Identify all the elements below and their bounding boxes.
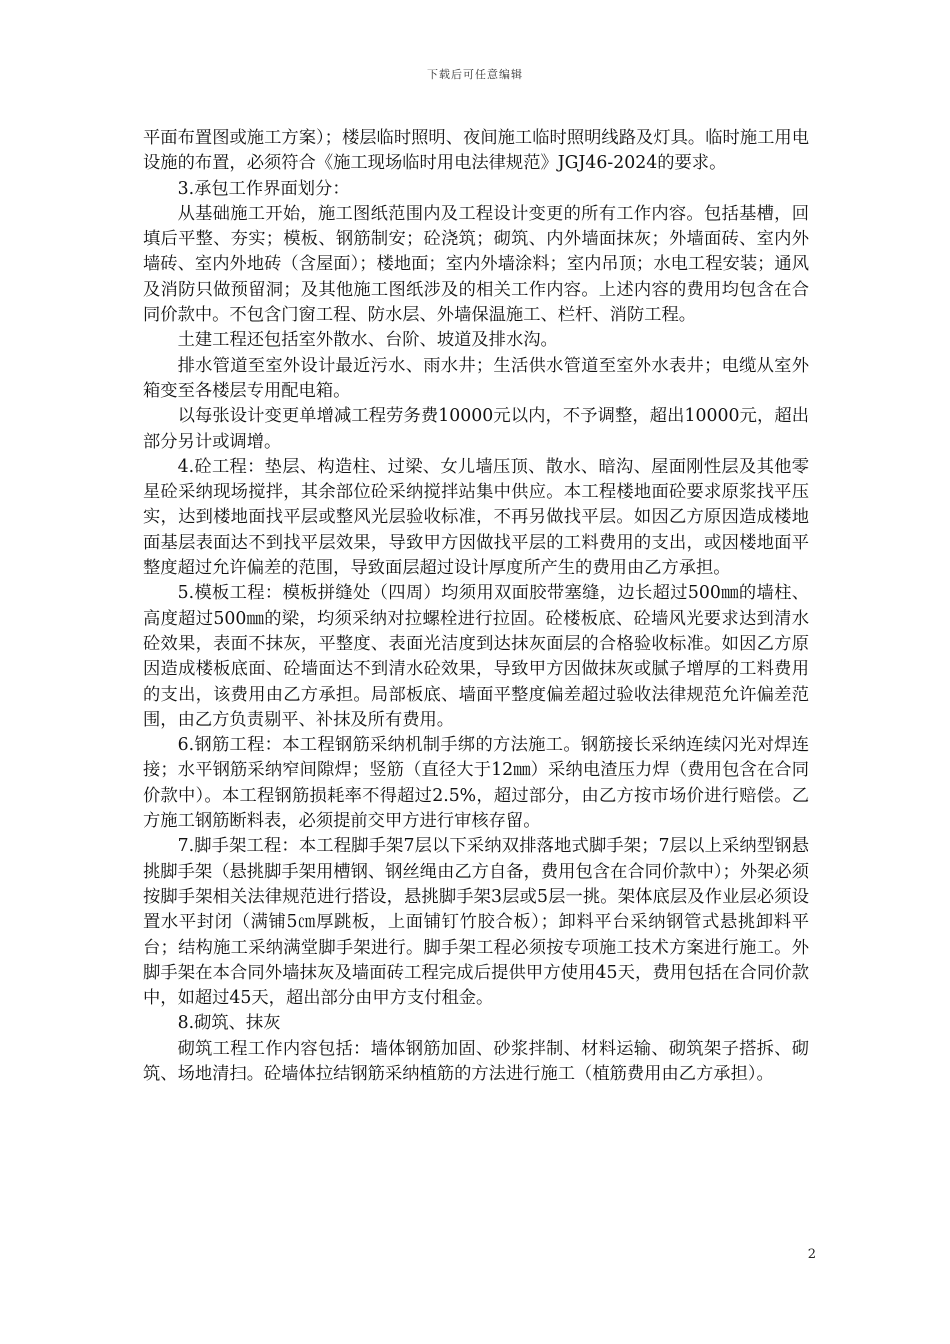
paragraph: 排水管道至室外设计最近污水、雨水井；生活供水管道至室外水表井；电缆从室外箱变至各楼层专用配电箱。 xyxy=(143,355,809,401)
paragraph: 从基础施工开始，施工图纸范围内及工程设计变更的所有工作内容。包括基槽，回填后平整、夯实；模板、钢筋制安；砼浇筑；砌筑、内外墙面抹灰；外墙面砖、室内外墙砖、室内外地砖（含屋面）；楼地面；室内外墙涂料；室内吊顶；水电工程安装；通风及消防只做预留洞；及其他施工图纸涉及的相关工作内容。上述内容的费用均包含在合同价款中。不包含门窗工程、防水层、外墙保温施工、栏杆、消防工程。 xyxy=(143,203,809,326)
document-body xyxy=(143,126,809,1087)
paragraph: 5.模板工程：模板拼缝处（四周）均须用双面胶带塞缝，边长超过500㎜的墙柱、高度超过500㎜的梁，均须采纳对拉螺栓进行拉固。砼楼板底、砼墙风光要求达到清水砼效果，表面不抹灰，平整度、表面光洁度到达抹灰面层的合格验收标准。如因乙方原因造成楼板底面、砼墙面达不到清水砼效果，导致甲方因做抹灰或腻子增厚的工料费用的支出，该费用由乙方承担。局部板底、墙面平整度偏差超过验收法律规范允许偏差范围，由乙方负责剔平、补抹及所有费用。 xyxy=(143,583,809,730)
paragraph: 6.钢筋工程：本工程钢筋采纳机制手绑的方法施工。钢筋接长采纳连续闪光对焊连接；水平钢筋采纳窄间隙焊；竖筋（直径大于12㎜）采纳电渣压力焊（费用包含在合同价款中）。本工程钢筋损耗率不得超过2.5%，超过部分，由乙方按市场价进行赔偿。乙方施工钢筋断料表，必须提前交甲方进行审核存留。 xyxy=(143,735,809,832)
paragraph: 平面布置图或施工方案）；楼层临时照明、夜间施工临时照明线路及灯具。临时施工用电设施的布置，必须符合《施工现场临时用电法律规范》JGJ46-2024的要求。 xyxy=(143,128,809,174)
page-header: 下载后可任意编辑 xyxy=(427,68,523,81)
paragraph: 4.砼工程：垫层、构造柱、过梁、女儿墙压顶、散水、暗沟、屋面刚性层及其他零星砼采纳现场搅拌，其余部位砼采纳搅拌站集中供应。本工程楼地面砼要求原浆找平压实，达到楼地面找平层或整风光层验收标准，不再另做找平层。如因乙方原因造成楼地面基层表面达不到找平层效果，导致甲方因做找平层的工料费用的支出，或因楼地面平整度超过允许偏差的范围，导致面层超过设计厚度所产生的费用由乙方承担。 xyxy=(143,456,809,579)
paragraph: 8.砌筑、抹灰 xyxy=(177,1013,281,1034)
paragraph: 砌筑工程工作内容包括：墙体钢筋加固、砂浆拌制、材料运输、砌筑架子搭拆、砌筑、场地清扫。砼墙体拉结钢筋采纳植筋的方法进行施工（植筋费用由乙方承担）。 xyxy=(143,1038,809,1084)
paragraph: 3.承包工作界面划分： xyxy=(177,178,350,199)
paragraph: 7.脚手架工程：本工程脚手架7层以下采纳双排落地式脚手架；7层以上采纳型钢悬挑脚手架（悬挑脚手架用槽钢、钢丝绳由乙方自备，费用包含在合同价款中）；外架必须按脚手架相关法律规范进行搭设，悬挑脚手架3层或5层一挑。架体底层及作业层必须设置水平封闭（满铺5㎝厚跳板，上面铺钉竹胶合板）；卸料平台采纳钢管式悬挑卸料平台；结构施工采纳满堂脚手架进行。脚手架工程必须按专项施工技术方案进行施工。外脚手架在本合同外墙抹灰及墙面砖工程完成后提供甲方使用45天，费用包括在合同价款中，如超过45天，超出部分由甲方支付租金。 xyxy=(143,836,809,1009)
paragraph: 土建工程还包括室外散水、台阶、坡道及排水沟。 xyxy=(177,330,558,351)
page-number: 2 xyxy=(807,1247,816,1262)
paragraph: 以每张设计变更单增减工程劳务费10000元以内，不予调整，超出10000元，超出部分另计或调增。 xyxy=(143,406,809,452)
